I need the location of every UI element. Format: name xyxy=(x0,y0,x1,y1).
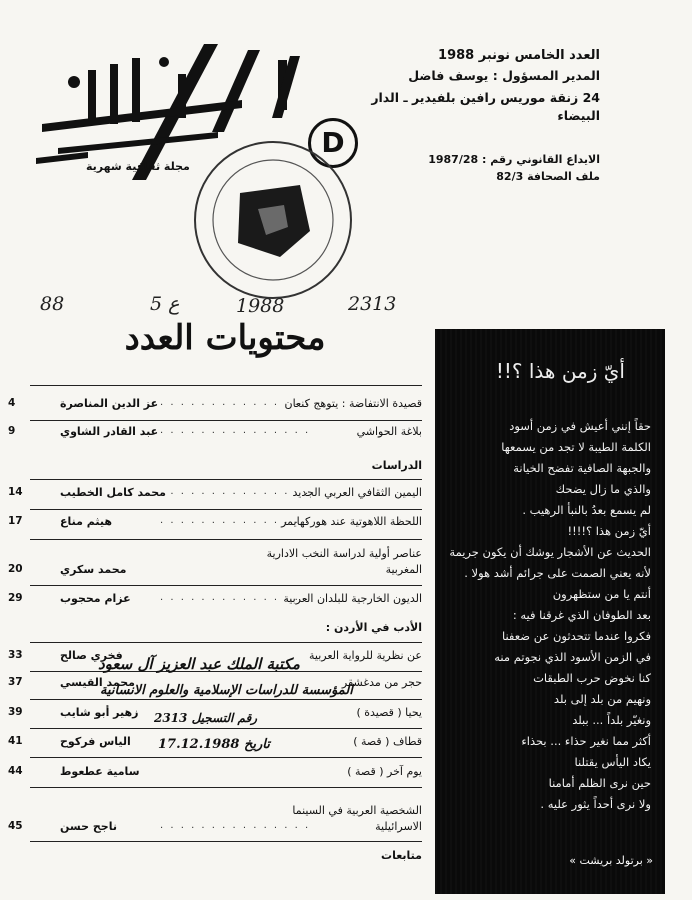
press-file: ملف الصحافة 82/3 xyxy=(496,170,600,183)
divider xyxy=(30,841,422,842)
handwritten-number: 88 xyxy=(40,293,65,315)
library-stamp xyxy=(188,135,358,305)
contents-title: محتويات العدد xyxy=(124,318,326,358)
poem-line: أيّ زمن هذا ؟!!!! xyxy=(567,524,651,538)
stamp-institution: المؤسسة للدراسات الإسلامية والعلوم الانسانية xyxy=(100,683,353,698)
section-jordan: الأدب في الأردن : xyxy=(325,621,422,634)
poem-line: الكلمة الطيبة لا تجد من يسمعها xyxy=(501,440,651,454)
divider xyxy=(30,699,422,700)
divider xyxy=(30,479,422,480)
divider xyxy=(30,787,422,788)
divider xyxy=(30,642,422,643)
toc-row: قصيدة الانتفاضة : يتوهج كنعان . . . . . . . . . . . . . . . عز الدين المناصرة 4 xyxy=(8,397,422,410)
toc-row: الشخصية العربية في السينما الاسرائيلية . . . . . . . . . . . . . . . ناجح حسن 45 xyxy=(8,804,422,833)
divider xyxy=(30,728,422,729)
divider xyxy=(30,509,422,510)
poem-line: والجبهة الصافية تفضح الخيانة xyxy=(513,461,651,475)
poem-line: لأنه يعني الصمت على جرائم أشد هولا . xyxy=(464,566,651,580)
handwritten-reg: 2313 xyxy=(348,293,397,315)
poem-line: كنا نخوض حرب الطبقات xyxy=(533,671,651,685)
stamp-registration: رقم التسجيل 2313 xyxy=(154,711,258,725)
divider xyxy=(30,539,422,540)
address-line: 24 زنقة موريس رافين بلفيدير ـ الدار البيضاء xyxy=(371,90,600,123)
divider xyxy=(30,420,422,421)
divider xyxy=(30,757,422,758)
poem-line: ولا نرى أحداً يثور عليه . xyxy=(540,797,651,811)
divider xyxy=(30,585,422,586)
toc-row: عناصر أولية لدراسة النخب الادارية المغربية محمد سكري 20 xyxy=(8,547,422,576)
toc-row: اللحظة اللاهوتية عند هوركهايمر . . . . . . . . . . . . . . . هيثم مناع 17 xyxy=(8,515,422,528)
poem-line: بعد الطوفان الذي غرقنا فيه : xyxy=(512,608,651,622)
poem-line: ونغيّر بلداً ... ببلد xyxy=(572,713,651,727)
toc-row: بلاغة الحواشي . . . . . . . . . . . . . . . عبد القادر الشاوي 9 xyxy=(8,425,422,438)
section-studies: الدراسات xyxy=(371,459,422,472)
toc-row: اليمين الثقافي العربي الجديد . . . . . . . . . . . . . . . محمد كامل الخطيب 14 xyxy=(8,486,422,499)
poem-line: حين نرى الظلم أمامنا xyxy=(548,776,651,790)
toc-row: يوم آخر ( قصة ) سامية عطعوط 44 xyxy=(8,765,422,778)
handwritten-issue: ع 5 xyxy=(150,293,180,315)
poem-line: والذي ما زال يضحك xyxy=(555,482,651,496)
poem-line: أنتم يا من ستظهرون xyxy=(552,587,651,601)
toc-row: عن نظرية للرواية العربية فخري صالح 33 xyxy=(8,649,422,662)
issue-badge: D xyxy=(308,118,358,168)
stamp-library-name: مكتبة الملك عبد العزيز آل سعود xyxy=(98,655,300,673)
divider xyxy=(30,385,422,386)
magazine-subtitle: مجلة ثقافية شهرية xyxy=(86,160,190,173)
toc-row: يحيا ( قصيدة ) زهير أبو شايب 39 xyxy=(8,706,422,719)
section-followups: متابعات xyxy=(381,849,422,862)
poem-line: ونهيم من بلد إلى بلد xyxy=(553,692,651,706)
stamp-date: تاريخ 17.12.1988 xyxy=(158,737,270,752)
poem-line: يكاد اليأس يقتلنا xyxy=(574,755,651,769)
poem-panel xyxy=(435,329,665,894)
poem-title: أيّ زمن هذا ؟!! xyxy=(495,359,625,383)
toc-row: قطاف ( قصة ) الياس فركوح 41 xyxy=(8,735,422,748)
legal-deposit: الايداع القانوني رقم : 1987/28 xyxy=(428,153,600,166)
poem-line: أكثر مما نغير حذاء ... بحذاء xyxy=(521,734,651,748)
poem-line: في الزمن الأسود الذي نجوتم منه xyxy=(494,650,651,664)
toc-row: حجر من مدغشقر محمد القيسي 37 xyxy=(8,676,422,689)
director-line: المدير المسؤول : يوسف فاضل xyxy=(408,68,600,83)
poem-line: فكروا عندما تتحدثون عن ضعفنا xyxy=(501,629,651,643)
poem-author: « برتولد بريشت » xyxy=(569,854,653,867)
poem-line: حقاً إنني أعيش في زمن أسود xyxy=(509,419,651,433)
handwritten-year: 1988 xyxy=(236,295,285,317)
poem-line: لم يسمع بعدُ بالنبأ الرهيب . xyxy=(522,503,651,517)
toc-row: الديون الخارجية للبلدان العربية . . . . . . . . . . . . . . . عزام محجوب 29 xyxy=(8,592,422,605)
poem-line: الحديث عن الأشجار يوشك أن يكون جريمة xyxy=(449,545,651,559)
issue-line: العدد الخامس نونبر 1988 xyxy=(438,48,600,63)
